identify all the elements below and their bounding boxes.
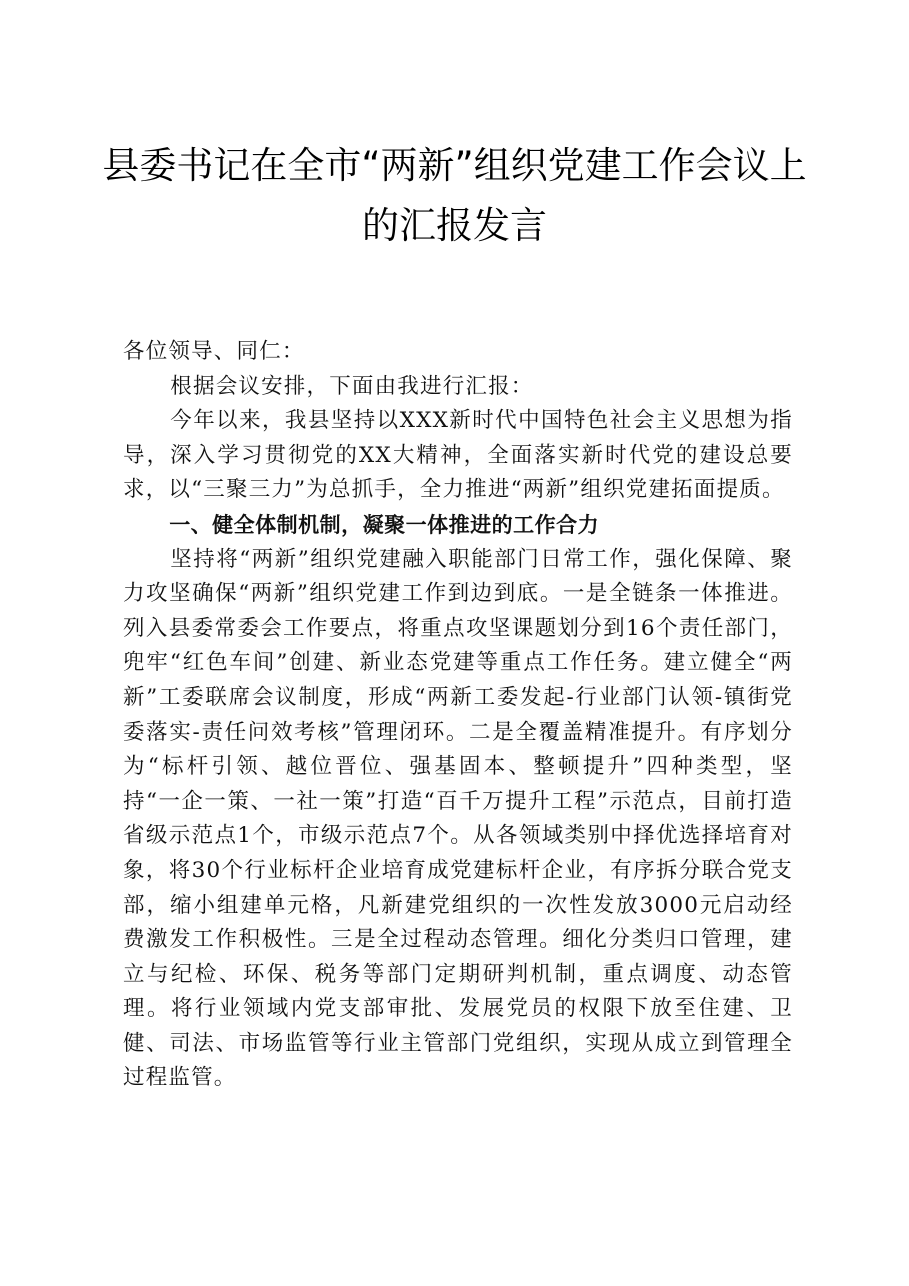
document-title: 县委书记在全市“两新”组织党建工作会议上的汇报发言 — [102, 144, 807, 247]
document-body — [123, 335, 793, 1096]
salutation: 各位领导、同仁： — [123, 339, 305, 364]
section-heading: 一、健全体制机制，凝聚一体推进的工作合力 — [169, 512, 600, 537]
paragraph-intro: 根据会议安排，下面由我进行汇报： — [170, 373, 534, 399]
paragraph-overview: 今年以来，我县坚持以XXX新时代中国特色社会主义思想为指导，深入学习贯彻党的XX大精神，全面落实新时代党的建设总要求，以“三聚三力”为总抓手，全力推进“两新”组织党建拓面提质。 — [123, 408, 793, 503]
section-body: 坚持将“两新”组织党建融入职能部门日常工作，强化保障、聚力攻坚确保“两新”组织党建工作到边到底。一是全链条一体推进。列入县委常委会工作要点，将重点攻坚课题划分到16个责任部门，兜牢“红色车间”创建、新业态党建等重点工作任务。建立健全“两新”工委联席会议制度，形成“两新工委发起-行业部门认领-镇街党委落实-责任问效考核”管理闭环。二是全覆盖精准提升。有序划分为“标杆引领、越位晋位、强基固本、整顿提升”四种类型，坚持“一企一策、一社一策”打造“百千万提升工程”示范点，目前打造省级示范点1个，市级示范点7个。从各领域类别中择优选择培育对象，将30个行业标杆企业培育成党建标杆企业，有序拆分联合党支部，缩小组建单元格，凡新建党组织的一次性发放3000元启动经费激发工作积极性。三是全过程动态管理。细化分类归口管理，建立与纪检、环保、税务等部门定期研判机制，重点调度、动态管理。将行业领域内党支部审批、发展党员的权限下放至住建、卫健、司法、市场监管等行业主管部门党组织，实现从成立到管理全过程监管。 — [123, 546, 793, 1091]
